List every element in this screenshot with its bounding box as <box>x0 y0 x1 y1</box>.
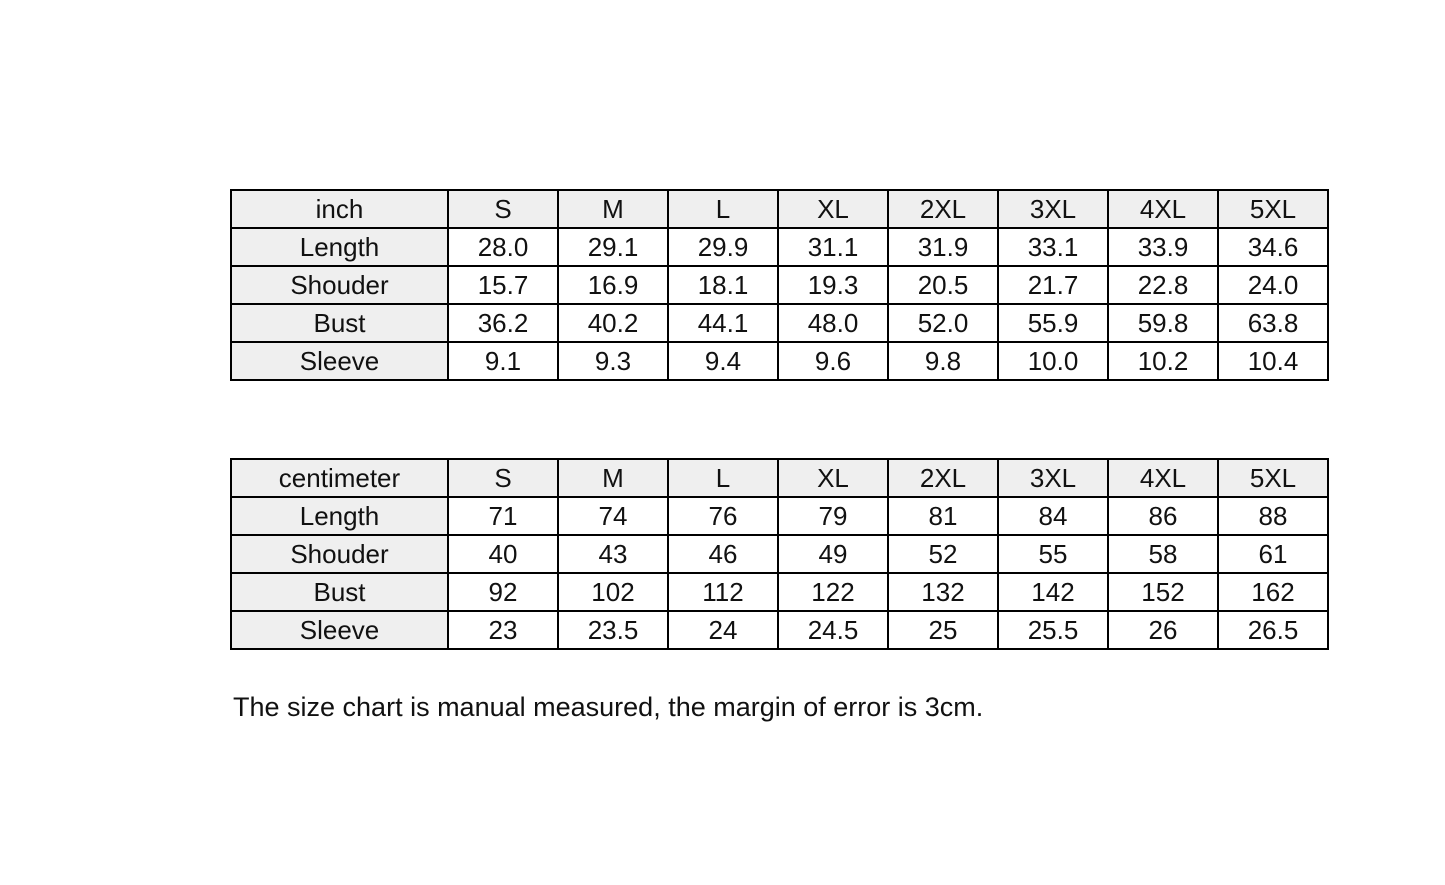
measurement-value-cell: 61 <box>1218 535 1328 573</box>
row-label-cell: Sleeve <box>231 611 448 649</box>
measurement-value-cell: 52.0 <box>888 304 998 342</box>
size-table-inch <box>230 189 1329 381</box>
measurement-value-cell: 18.1 <box>668 266 778 304</box>
measurement-value-cell: 31.1 <box>778 228 888 266</box>
row-label-cell: Length <box>231 228 448 266</box>
size-table-header-row <box>231 190 1328 228</box>
measurement-value-cell: 25 <box>888 611 998 649</box>
size-header-cell: 3XL <box>998 190 1108 228</box>
measurement-row <box>231 266 1328 304</box>
measurement-value-cell: 15.7 <box>448 266 558 304</box>
size-header-cell: 3XL <box>998 459 1108 497</box>
measurement-value-cell: 26.5 <box>1218 611 1328 649</box>
measurement-value-cell: 29.9 <box>668 228 778 266</box>
measurement-row <box>231 535 1328 573</box>
measurement-row <box>231 304 1328 342</box>
measurement-value-cell: 46 <box>668 535 778 573</box>
unit-label-cell: inch <box>231 190 448 228</box>
size-table-centimeter <box>230 458 1329 650</box>
measurement-value-cell: 24 <box>668 611 778 649</box>
measurement-value-cell: 20.5 <box>888 266 998 304</box>
size-header-cell: S <box>448 459 558 497</box>
measurement-value-cell: 26 <box>1108 611 1218 649</box>
measurement-value-cell: 40 <box>448 535 558 573</box>
measurement-value-cell: 16.9 <box>558 266 668 304</box>
measurement-value-cell: 29.1 <box>558 228 668 266</box>
row-label-cell: Length <box>231 497 448 535</box>
measurement-value-cell: 24.0 <box>1218 266 1328 304</box>
unit-label-cell: centimeter <box>231 459 448 497</box>
measurement-value-cell: 76 <box>668 497 778 535</box>
measurement-value-cell: 55.9 <box>998 304 1108 342</box>
measurement-value-cell: 23.5 <box>558 611 668 649</box>
measurement-row <box>231 573 1328 611</box>
measurement-row <box>231 497 1328 535</box>
measurement-value-cell: 43 <box>558 535 668 573</box>
measurement-row <box>231 228 1328 266</box>
size-header-cell: XL <box>778 459 888 497</box>
measurement-value-cell: 9.3 <box>558 342 668 380</box>
measurement-value-cell: 10.4 <box>1218 342 1328 380</box>
measurement-value-cell: 162 <box>1218 573 1328 611</box>
size-header-cell: S <box>448 190 558 228</box>
row-label-cell: Shouder <box>231 266 448 304</box>
row-label-cell: Bust <box>231 304 448 342</box>
measurement-value-cell: 33.9 <box>1108 228 1218 266</box>
measurement-value-cell: 9.4 <box>668 342 778 380</box>
measurement-value-cell: 21.7 <box>998 266 1108 304</box>
measurement-value-cell: 23 <box>448 611 558 649</box>
measurement-value-cell: 33.1 <box>998 228 1108 266</box>
size-header-cell: 5XL <box>1218 459 1328 497</box>
size-header-cell: 4XL <box>1108 459 1218 497</box>
size-header-cell: 2XL <box>888 190 998 228</box>
size-table-header-row <box>231 459 1328 497</box>
measurement-value-cell: 74 <box>558 497 668 535</box>
measurement-value-cell: 92 <box>448 573 558 611</box>
row-label-cell: Bust <box>231 573 448 611</box>
measurement-value-cell: 9.1 <box>448 342 558 380</box>
measurement-value-cell: 112 <box>668 573 778 611</box>
measurement-row <box>231 342 1328 380</box>
measurement-value-cell: 142 <box>998 573 1108 611</box>
measurement-value-cell: 10.2 <box>1108 342 1218 380</box>
measurement-value-cell: 31.9 <box>888 228 998 266</box>
measurement-value-cell: 36.2 <box>448 304 558 342</box>
measurement-value-cell: 81 <box>888 497 998 535</box>
measurement-value-cell: 71 <box>448 497 558 535</box>
measurement-value-cell: 44.1 <box>668 304 778 342</box>
measurement-value-cell: 22.8 <box>1108 266 1218 304</box>
measurement-value-cell: 49 <box>778 535 888 573</box>
measurement-value-cell: 63.8 <box>1218 304 1328 342</box>
measurement-value-cell: 9.8 <box>888 342 998 380</box>
measurement-value-cell: 122 <box>778 573 888 611</box>
measurement-value-cell: 86 <box>1108 497 1218 535</box>
measurement-value-cell: 88 <box>1218 497 1328 535</box>
size-header-cell: XL <box>778 190 888 228</box>
size-header-cell: 2XL <box>888 459 998 497</box>
size-header-cell: L <box>668 459 778 497</box>
measurement-value-cell: 40.2 <box>558 304 668 342</box>
measurement-value-cell: 52 <box>888 535 998 573</box>
measurement-value-cell: 58 <box>1108 535 1218 573</box>
measurement-value-cell: 152 <box>1108 573 1218 611</box>
measurement-value-cell: 25.5 <box>998 611 1108 649</box>
measurement-value-cell: 79 <box>778 497 888 535</box>
size-header-cell: 5XL <box>1218 190 1328 228</box>
measurement-value-cell: 132 <box>888 573 998 611</box>
row-label-cell: Shouder <box>231 535 448 573</box>
size-chart-note: The size chart is manual measured, the margin of error is 3cm. <box>233 692 984 722</box>
size-header-cell: M <box>558 190 668 228</box>
measurement-value-cell: 24.5 <box>778 611 888 649</box>
measurement-value-cell: 48.0 <box>778 304 888 342</box>
measurement-value-cell: 55 <box>998 535 1108 573</box>
measurement-value-cell: 34.6 <box>1218 228 1328 266</box>
size-header-cell: 4XL <box>1108 190 1218 228</box>
measurement-value-cell: 19.3 <box>778 266 888 304</box>
measurement-value-cell: 28.0 <box>448 228 558 266</box>
measurement-value-cell: 10.0 <box>998 342 1108 380</box>
measurement-value-cell: 59.8 <box>1108 304 1218 342</box>
measurement-value-cell: 84 <box>998 497 1108 535</box>
measurement-row <box>231 611 1328 649</box>
size-header-cell: L <box>668 190 778 228</box>
size-header-cell: M <box>558 459 668 497</box>
row-label-cell: Sleeve <box>231 342 448 380</box>
measurement-value-cell: 102 <box>558 573 668 611</box>
measurement-value-cell: 9.6 <box>778 342 888 380</box>
